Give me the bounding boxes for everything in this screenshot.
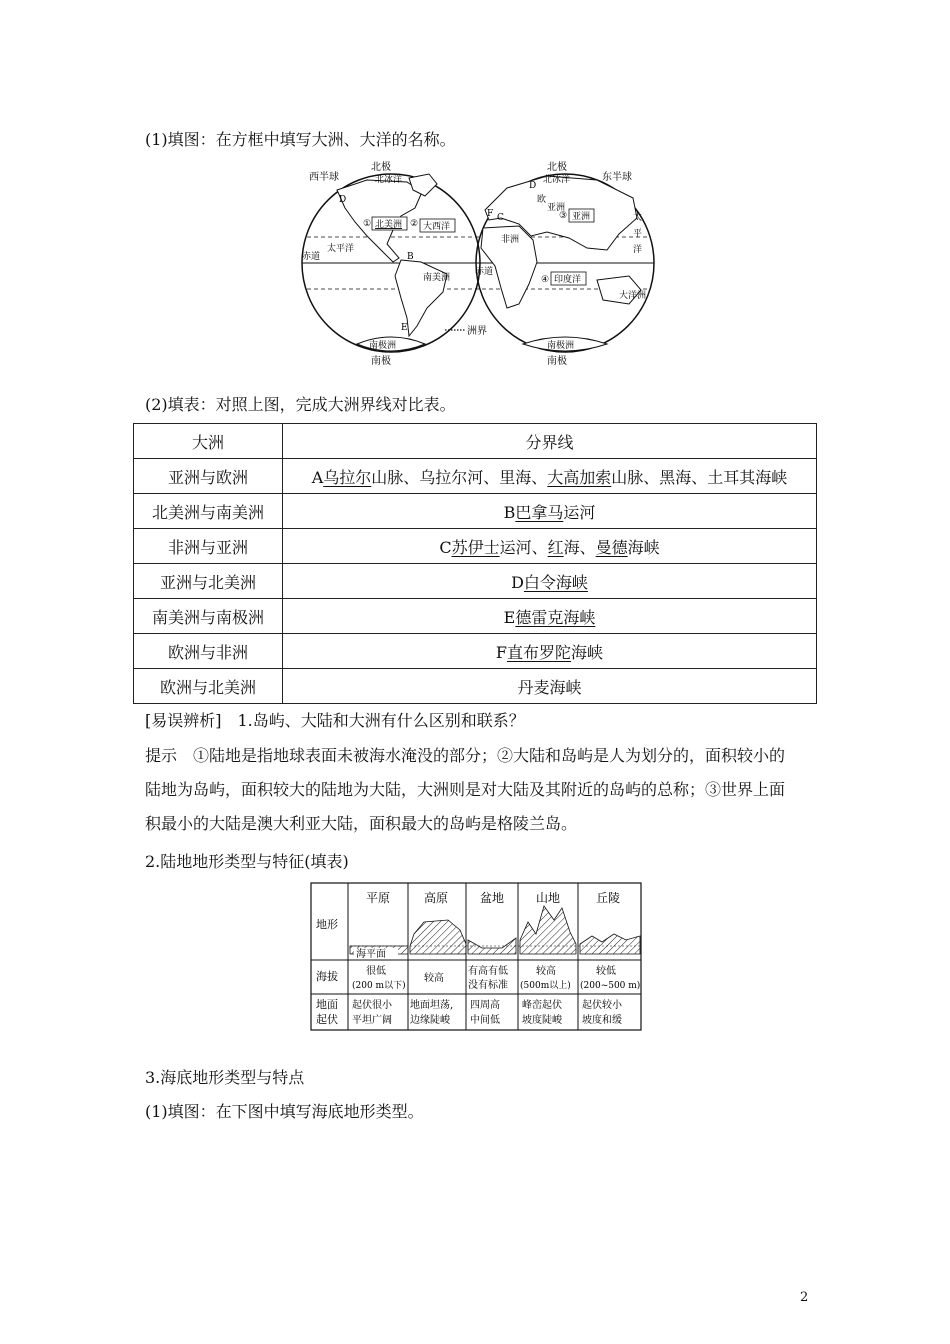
north-america-label: 北美洲 <box>375 220 403 230</box>
header-boundary: 分界线 <box>283 424 817 459</box>
hill-relief-2: 坡度和缓 <box>582 1015 622 1026</box>
hill-altitude-2: (200~500 m) <box>580 981 641 991</box>
boundary-text: C <box>439 537 452 557</box>
boundary-text: A <box>311 467 324 487</box>
column-basin: 盆地 <box>480 891 505 905</box>
mountain-altitude-1: 较高 <box>536 966 556 977</box>
boundary-text: 海峡 <box>571 642 604 662</box>
boundary-cell <box>283 494 817 529</box>
boundary-text: 运河、 <box>499 537 548 557</box>
eastern-hemisphere-label: 东半球 <box>602 172 632 183</box>
africa-label: 非洲 <box>501 235 520 245</box>
boundary-cell <box>283 669 817 704</box>
south-pole-label-east: 南极 <box>547 356 567 367</box>
boundary-text: 山脉、黑海、土耳其海峡 <box>611 467 788 487</box>
boundary-cell <box>283 529 817 564</box>
pacific-east-char-1: 太 <box>633 213 643 223</box>
boundary-text: E <box>503 607 516 627</box>
sea-level-label: 海平面 <box>356 949 386 960</box>
pacific-east-char-2: 平 <box>633 229 643 239</box>
circle-1: ① <box>363 219 372 229</box>
page-number: 2 <box>800 1290 809 1305</box>
row-label-terrain: 地形 <box>316 918 338 931</box>
equator-label-west: 赤道 <box>302 252 321 262</box>
answer-text: 直布罗陀 <box>507 642 572 662</box>
column-plain: 平原 <box>366 891 391 905</box>
table-row <box>134 459 817 494</box>
mountain-relief-2: 坡度陡峻 <box>522 1015 562 1026</box>
basin-altitude-1: 有高有低 <box>468 966 508 977</box>
answer-text: 红 <box>547 537 564 557</box>
row-label-relief-1: 地面 <box>316 998 338 1011</box>
header-continent: 大洲 <box>134 424 283 459</box>
western-hemisphere-label: 西半球 <box>309 172 339 183</box>
world-hemispheres-map <box>297 158 667 370</box>
plain-relief-2: 平坦广阔 <box>352 1015 392 1026</box>
label-d-east: D <box>529 181 537 191</box>
continent-pair-cell: 南美洲与南极洲 <box>134 599 283 634</box>
answer-text: 德雷克海峡 <box>515 607 596 627</box>
boundary-text: 运河 <box>563 502 596 522</box>
row-label-relief-2: 起伏 <box>316 1013 338 1026</box>
north-pole-label-east: 北极 <box>547 162 567 173</box>
plain-altitude-1: 很低 <box>366 966 386 977</box>
hint-line-2: 陆地为岛屿，面积较大的陆地为大陆，大洲则是对大陆及其附近的岛屿的总称；③世界上面 <box>145 780 786 799</box>
hint-paragraph <box>145 739 815 841</box>
boundary-text: F <box>495 642 508 662</box>
pacific-east-char-3: 洋 <box>633 245 643 255</box>
column-plateau: 高原 <box>424 891 449 905</box>
boundary-cell <box>283 599 817 634</box>
basin-relief-1: 四周高 <box>470 1000 500 1011</box>
continent-pair-cell: 欧洲与非洲 <box>134 634 283 669</box>
label-c: C <box>497 213 504 223</box>
boundary-text: D <box>511 572 524 592</box>
plateau-profile <box>410 920 466 954</box>
section-heading-fill-table: (2)填表：对照上图，完成大洲界线对比表。 <box>145 395 456 414</box>
asia-label: 亚洲 <box>547 203 566 213</box>
europe-label: 欧 <box>537 195 547 205</box>
circle-2: ② <box>410 219 419 229</box>
continent-boundary-table <box>133 423 817 704</box>
answer-text: 曼德 <box>595 537 628 557</box>
section-heading-fill-seafloor: (1)填图：在下图中填写海底地形类型。 <box>145 1102 424 1121</box>
label-d-west: D <box>339 195 347 205</box>
table-row <box>134 599 817 634</box>
arctic-ocean-label-east: 北冰洋 <box>543 175 571 185</box>
plateau-relief-1: 地面坦荡, <box>410 1000 454 1011</box>
table-header-row <box>134 424 817 459</box>
answer-text: 乌拉尔 <box>323 467 372 487</box>
table-row <box>134 634 817 669</box>
section-heading-landforms: 2.陆地地形类型与特征(填表) <box>145 852 349 871</box>
mountain-profile <box>520 906 576 954</box>
answer-text: 苏伊士 <box>451 537 500 557</box>
hill-relief-1: 起伏较小 <box>582 1000 622 1011</box>
table-row <box>134 669 817 704</box>
basin-altitude-2: 没有标准 <box>468 980 508 991</box>
boundary-cell <box>283 564 817 599</box>
mountain-relief-1: 峰峦起伏 <box>522 1000 562 1011</box>
section-heading-seafloor: 3.海底地形类型与特点 <box>145 1068 305 1087</box>
mountain-altitude-2: (500m以上) <box>520 981 571 991</box>
table-row <box>134 529 817 564</box>
table-row <box>134 494 817 529</box>
landform-table-figure <box>310 882 642 1032</box>
pacific-label-west: 太平洋 <box>327 244 355 254</box>
boundary-text: 山脉、乌拉尔河、里海、 <box>371 467 548 487</box>
boundary-legend-label: 洲界 <box>467 326 487 337</box>
plain-altitude-2: (200 m以下) <box>352 981 406 991</box>
circle-4: ④ <box>541 275 550 285</box>
boundary-cell <box>283 634 817 669</box>
oceania-label: 大洋洲 <box>619 291 647 301</box>
hint-line-3: 积最小的大陆是澳大利亚大陆，面积最大的岛屿是格陵兰岛。 <box>145 814 578 833</box>
continent-pair-cell: 非洲与亚洲 <box>134 529 283 564</box>
south-america-label: 南美洲 <box>423 273 451 283</box>
boundary-cell <box>283 459 817 494</box>
equator-label-east: 赤道 <box>475 267 494 277</box>
continent-pair-cell: 亚洲与北美洲 <box>134 564 283 599</box>
hill-altitude-1: 较低 <box>596 966 616 977</box>
column-hill: 丘陵 <box>596 891 621 905</box>
basin-relief-2: 中间低 <box>470 1015 500 1026</box>
label-f: F <box>487 209 494 219</box>
north-pole-label-west: 北极 <box>371 162 391 173</box>
arctic-ocean-label-west: 北冰洋 <box>375 175 403 185</box>
answer-text: 巴拿马 <box>515 502 564 522</box>
boundary-text: B <box>503 502 516 522</box>
label-e: E <box>401 323 408 333</box>
column-mountain: 山地 <box>536 891 561 905</box>
continent-pair-cell: 亚洲与欧洲 <box>134 459 283 494</box>
asia-box-label: 亚洲 <box>572 212 591 222</box>
circle-3: ③ <box>559 211 568 221</box>
south-pole-label-west: 南极 <box>371 356 391 367</box>
continent-pair-cell: 欧洲与北美洲 <box>134 669 283 704</box>
table-row <box>134 564 817 599</box>
answer-text: 白令海峡 <box>523 572 588 592</box>
plain-relief-1: 起伏很小 <box>352 1000 392 1011</box>
boundary-text: 海、 <box>563 537 596 557</box>
boundary-text: 海峡 <box>627 537 660 557</box>
answer-text: 大高加索 <box>547 467 612 487</box>
atlantic-label: 大西洋 <box>423 222 451 232</box>
plateau-altitude-1: 较高 <box>424 973 444 984</box>
row-label-altitude: 海拔 <box>316 970 338 983</box>
antarctica-label-east: 南极洲 <box>547 341 575 351</box>
indian-ocean-label: 印度洋 <box>554 275 582 285</box>
antarctica-label-west: 南极洲 <box>369 341 397 351</box>
continent-pair-cell: 北美洲与南美洲 <box>134 494 283 529</box>
analysis-question: [易误辨析] 1.岛屿、大陆和大洲有什么区别和联系？ <box>145 711 525 730</box>
hint-line-1: 提示 ①陆地是指地球表面未被海水淹没的部分；②大陆和岛屿是人为划分的，面积较小的 <box>145 746 786 765</box>
plateau-relief-2: 边缘陡峻 <box>410 1015 450 1026</box>
section-heading-fill-map: (1)填图：在方框中填写大洲、大洋的名称。 <box>145 130 456 149</box>
boundary-text: 丹麦海峡 <box>517 677 582 697</box>
hill-profile <box>580 934 640 954</box>
label-b: B <box>407 252 414 262</box>
